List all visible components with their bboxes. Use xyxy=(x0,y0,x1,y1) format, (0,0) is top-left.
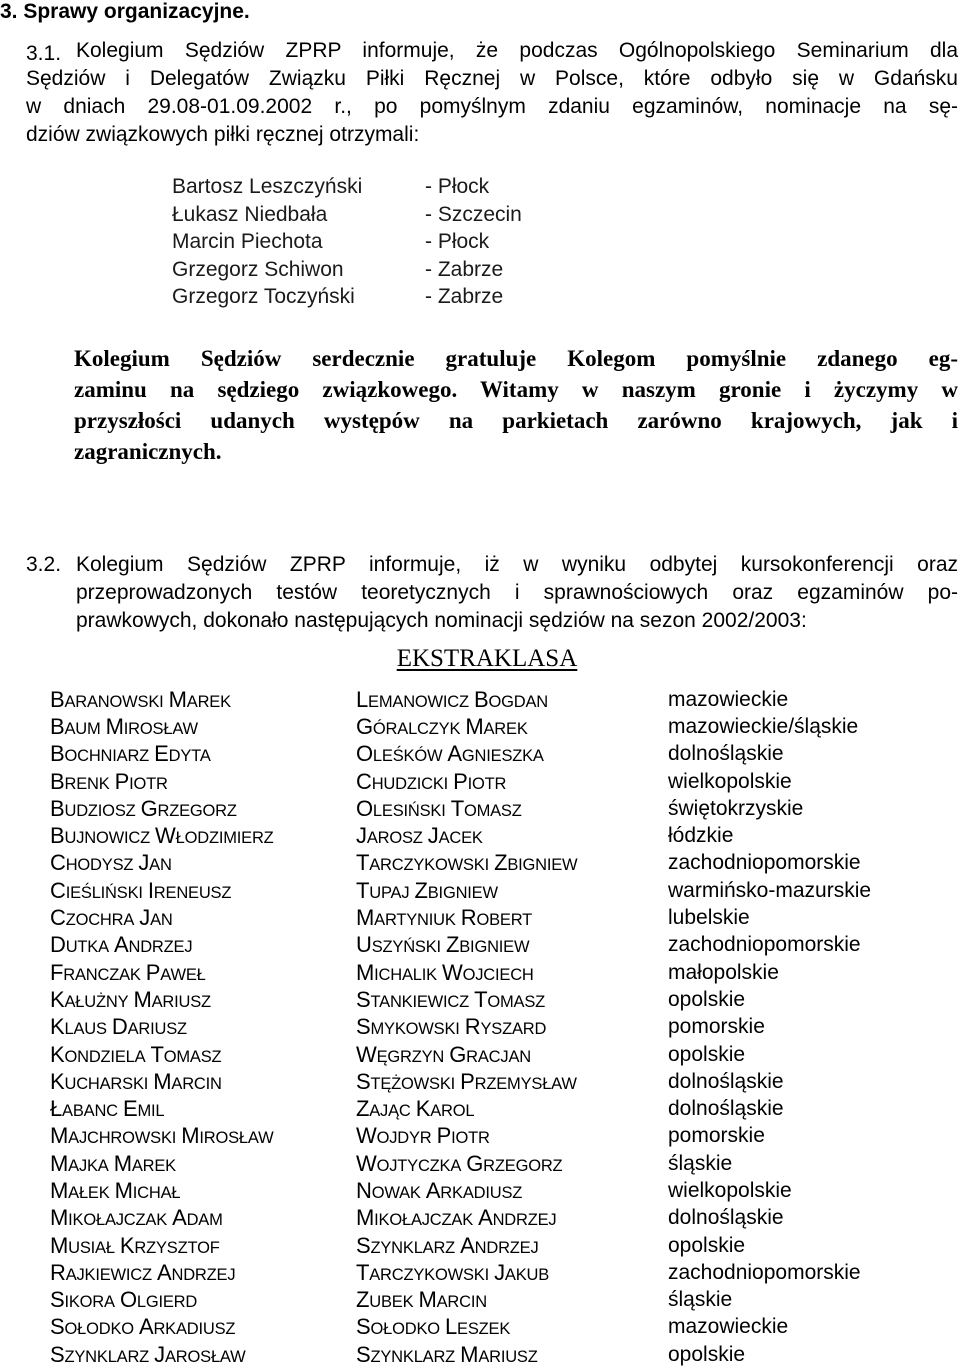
referee-pairs-table xyxy=(50,686,950,1368)
referee-pair-row xyxy=(50,959,950,986)
referee-1-name: KLAUS DARIUSZ xyxy=(50,1014,187,1040)
referee-pair-row xyxy=(50,822,950,849)
item-3-2-paragraph xyxy=(76,551,958,579)
referee-region: lubelskie xyxy=(668,906,750,930)
referee-1-name: DUTKA ANDRZEJ xyxy=(50,932,193,958)
referee-2-name: USZYŃSKI ZBIGNIEW xyxy=(356,932,530,958)
referee-2-name: GÓRALCZYK MAREK xyxy=(356,713,528,739)
referee-2-name: SOŁODKO LESZEK xyxy=(356,1314,511,1340)
referee-1-name: RAJKIEWICZ ANDRZEJ xyxy=(50,1259,236,1285)
referee-1-name: CIEŚLIŃSKI IRENEUSZ xyxy=(50,877,232,903)
referee-2-name: WOJDYR PIOTR xyxy=(356,1123,490,1149)
referee-2-name: SMYKOWSKI RYSZARD xyxy=(356,1014,547,1040)
nominee-name: Grzegorz Schiwon xyxy=(172,257,344,281)
referee-pair-row xyxy=(50,1341,950,1368)
referee-pair-row xyxy=(50,1095,950,1122)
referee-1-name: SZYNKLARZ JAROSŁAW xyxy=(50,1341,246,1367)
referee-1-name: BOCHNIARZ EDYTA xyxy=(50,741,211,767)
nominee-row xyxy=(172,228,522,256)
referee-region: dolnośląskie xyxy=(668,1206,784,1230)
referee-region: śląskie xyxy=(668,1288,733,1312)
referee-region: świętokrzyskie xyxy=(668,796,804,820)
paragraph-line: zaminu na sędziego związkowego. Witamy w naszym gronie i życzymy w xyxy=(74,377,958,402)
referee-pair-row xyxy=(50,795,950,822)
referee-1-name: SOŁODKO ARKADIUSZ xyxy=(50,1314,236,1340)
referee-region: dolnośląskie xyxy=(668,1097,784,1121)
referee-pair-row xyxy=(50,768,950,795)
referee-pair-row xyxy=(50,1068,950,1095)
nominee-name: Marcin Piechota xyxy=(172,230,323,253)
referee-1-name: ŁABANC EMIL xyxy=(50,1096,165,1122)
referee-region: pomorskie xyxy=(668,1015,765,1039)
referee-pair-row xyxy=(50,1177,950,1204)
referee-region: łódzkie xyxy=(668,824,734,848)
referee-2-name: MARTYNIUK ROBERT xyxy=(356,905,533,931)
referee-region: pomorskie xyxy=(668,1124,765,1148)
referee-region: małopolskie xyxy=(668,960,779,984)
referee-pair-row xyxy=(50,1232,950,1259)
paragraph-line: zagranicznych. xyxy=(74,439,222,464)
item-3-1-paragraph xyxy=(76,37,958,65)
referee-region: dolnośląskie xyxy=(668,742,784,766)
item-number-3-1: 3.1. xyxy=(26,42,62,65)
referee-1-name: MIKOŁAJCZAK ADAM xyxy=(50,1205,223,1231)
referee-2-name: ZUBEK MARCIN xyxy=(356,1287,487,1313)
referee-2-name: TUPAJ ZBIGNIEW xyxy=(356,877,498,903)
referee-pair-row xyxy=(50,1314,950,1341)
referee-2-name: SZYNKLARZ ANDRZEJ xyxy=(356,1232,539,1258)
item-3-1-paragraph-cont xyxy=(26,65,958,149)
referee-pair-row xyxy=(50,850,950,877)
referee-pair-row xyxy=(50,877,950,904)
referee-region: dolnośląskie xyxy=(668,1069,784,1093)
referee-pair-row xyxy=(50,1041,950,1068)
referee-2-name: OLESIŃSKI TOMASZ xyxy=(356,795,522,821)
referee-2-name: OLEŚKÓW AGNIESZKA xyxy=(356,741,544,767)
nominee-city: - Zabrze xyxy=(425,285,504,308)
referee-2-name: MIKOŁAJCZAK ANDRZEJ xyxy=(356,1205,557,1231)
referee-1-name: BUJNOWICZ WŁODZIMIERZ xyxy=(50,823,274,849)
paragraph-line: Sędziów i Delegatów Związku Piłki Ręcznej w Polsce, które odbyło się w Gdańsku xyxy=(26,67,958,90)
referee-region: mazowieckie xyxy=(668,1315,789,1339)
paragraph-line: w dniach 29.08-01.09.2002 r., po pomyślnym zdaniu egzaminów, nominacje na sę- xyxy=(26,95,958,118)
league-title: EKSTRAKLASA xyxy=(396,645,578,672)
item-3-2-paragraph-cont xyxy=(76,579,958,635)
nominee-city: - Płock xyxy=(425,230,490,253)
paragraph-line: Kolegium Sędziów ZPRP informuje, iż w wyniku odbytej kursokonferencji oraz xyxy=(76,553,958,576)
paragraph-line: przeprowadzonych testów teoretycznych i sprawnościowych oraz egzaminów po- xyxy=(76,581,958,604)
nominee-city: - Szczecin xyxy=(425,202,522,226)
referee-2-name: ZAJĄC KAROL xyxy=(356,1096,475,1122)
referee-region: śląskie xyxy=(668,1151,733,1175)
referee-pair-row xyxy=(50,1014,950,1041)
item-number-3-2: 3.2. xyxy=(26,553,62,576)
referee-region: warmińsko-mazurskie xyxy=(668,878,872,902)
nominee-name: Grzegorz Toczyński xyxy=(172,285,355,308)
referee-1-name: BUDZIOSZ GRZEGORZ xyxy=(50,795,237,821)
nominee-row xyxy=(172,256,522,284)
referee-2-name: TARCZYKOWSKI ZBIGNIEW xyxy=(356,850,578,876)
referee-region: mazowieckie xyxy=(668,687,789,711)
nominee-name: Łukasz Niedbała xyxy=(172,202,328,226)
referee-region: opolskie xyxy=(668,987,746,1011)
referee-1-name: MAŁEK MICHAŁ xyxy=(50,1177,181,1203)
referee-1-name: MUSIAŁ KRZYSZTOF xyxy=(50,1232,220,1258)
referee-2-name: STĘŻOWSKI PRZEMYSŁAW xyxy=(356,1068,577,1094)
referee-1-name: KAŁUŻNY MARIUSZ xyxy=(50,986,211,1012)
referee-pair-row xyxy=(50,1150,950,1177)
referee-1-name: KUCHARSKI MARCIN xyxy=(50,1068,222,1094)
referee-pair-row xyxy=(50,713,950,740)
nominee-row xyxy=(172,173,522,201)
referee-2-name: NOWAK ARKADIUSZ xyxy=(356,1177,523,1203)
referee-pair-row xyxy=(50,686,950,713)
section-heading: 3. Sprawy organizacyjne. xyxy=(0,0,250,23)
referee-1-name: CHODYSZ JAN xyxy=(50,850,172,876)
referee-1-name: KONDZIELA TOMASZ xyxy=(50,1041,222,1067)
referee-1-name: SIKORA OLGIERD xyxy=(50,1287,198,1313)
referee-2-name: SZYNKLARZ MARIUSZ xyxy=(356,1341,538,1367)
referee-region: wielkopolskie xyxy=(668,769,792,793)
referee-region: opolskie xyxy=(668,1233,746,1257)
referee-pair-row xyxy=(50,904,950,931)
referee-1-name: MAJCHROWSKI MIROSŁAW xyxy=(50,1123,274,1149)
nominees-list xyxy=(172,173,522,311)
referee-pair-row xyxy=(50,741,950,768)
referee-1-name: FRANCZAK PAWEŁ xyxy=(50,959,206,985)
referee-2-name: MICHALIK WOJCIECH xyxy=(356,959,534,985)
nominee-name: Bartosz Leszczyński xyxy=(172,175,363,198)
paragraph-line: Kolegium Sędziów ZPRP informuje, że podczas Ogólnopolskiego Seminarium dla xyxy=(76,39,958,62)
nominee-city: - Płock xyxy=(425,175,490,198)
referee-region: zachodniopomorskie xyxy=(668,1260,861,1284)
referee-pair-row xyxy=(50,986,950,1013)
referee-pair-row xyxy=(50,1287,950,1314)
referee-2-name: STANKIEWICZ TOMASZ xyxy=(356,986,546,1012)
referee-1-name: BARANOWSKI MAREK xyxy=(50,686,231,712)
referee-pair-row xyxy=(50,1123,950,1150)
referee-2-name: WĘGRZYN GRACJAN xyxy=(356,1041,531,1067)
referee-1-name: BAUM MIROSŁAW xyxy=(50,713,198,739)
referee-region: mazowieckie/śląskie xyxy=(668,714,859,738)
referee-2-name: LEMANOWICZ BOGDAN xyxy=(356,686,548,712)
referee-2-name: WOJTYCZKA GRZEGORZ xyxy=(356,1150,563,1176)
referee-region: zachodniopomorskie xyxy=(668,933,861,957)
paragraph-line: przyszłości udanych występów na parkietach zarówno krajowych, jak i xyxy=(74,408,958,433)
referee-2-name: JAROSZ JACEK xyxy=(356,823,483,849)
nominee-row xyxy=(172,283,522,311)
referee-region: opolskie xyxy=(668,1342,746,1366)
referee-2-name: CHUDZICKI PIOTR xyxy=(356,768,507,794)
referee-region: zachodniopomorskie xyxy=(668,851,861,875)
congratulations-paragraph xyxy=(74,343,958,467)
referee-pair-row xyxy=(50,1205,950,1232)
paragraph-line: prawkowych, dokonało następujących nominacji sędziów na sezon 2002/2003: xyxy=(76,609,807,632)
referee-1-name: CZOCHRA JAN xyxy=(50,905,173,931)
referee-pair-row xyxy=(50,932,950,959)
referee-region: wielkopolskie xyxy=(668,1178,792,1202)
referee-pair-row xyxy=(50,1259,950,1286)
referee-region: opolskie xyxy=(668,1042,746,1066)
referee-1-name: MAJKA MAREK xyxy=(50,1150,176,1176)
referee-1-name: BRENK PIOTR xyxy=(50,768,168,794)
nominee-row xyxy=(172,201,522,229)
nominee-city: - Zabrze xyxy=(425,257,504,281)
paragraph-line: dziów związkowych piłki ręcznej otrzymali: xyxy=(26,123,420,146)
paragraph-line: Kolegium Sędziów serdecznie gratuluje Kolegom pomyślnie zdanego eg- xyxy=(74,346,958,371)
referee-2-name: TARCZYKOWSKI JAKUB xyxy=(356,1259,550,1285)
